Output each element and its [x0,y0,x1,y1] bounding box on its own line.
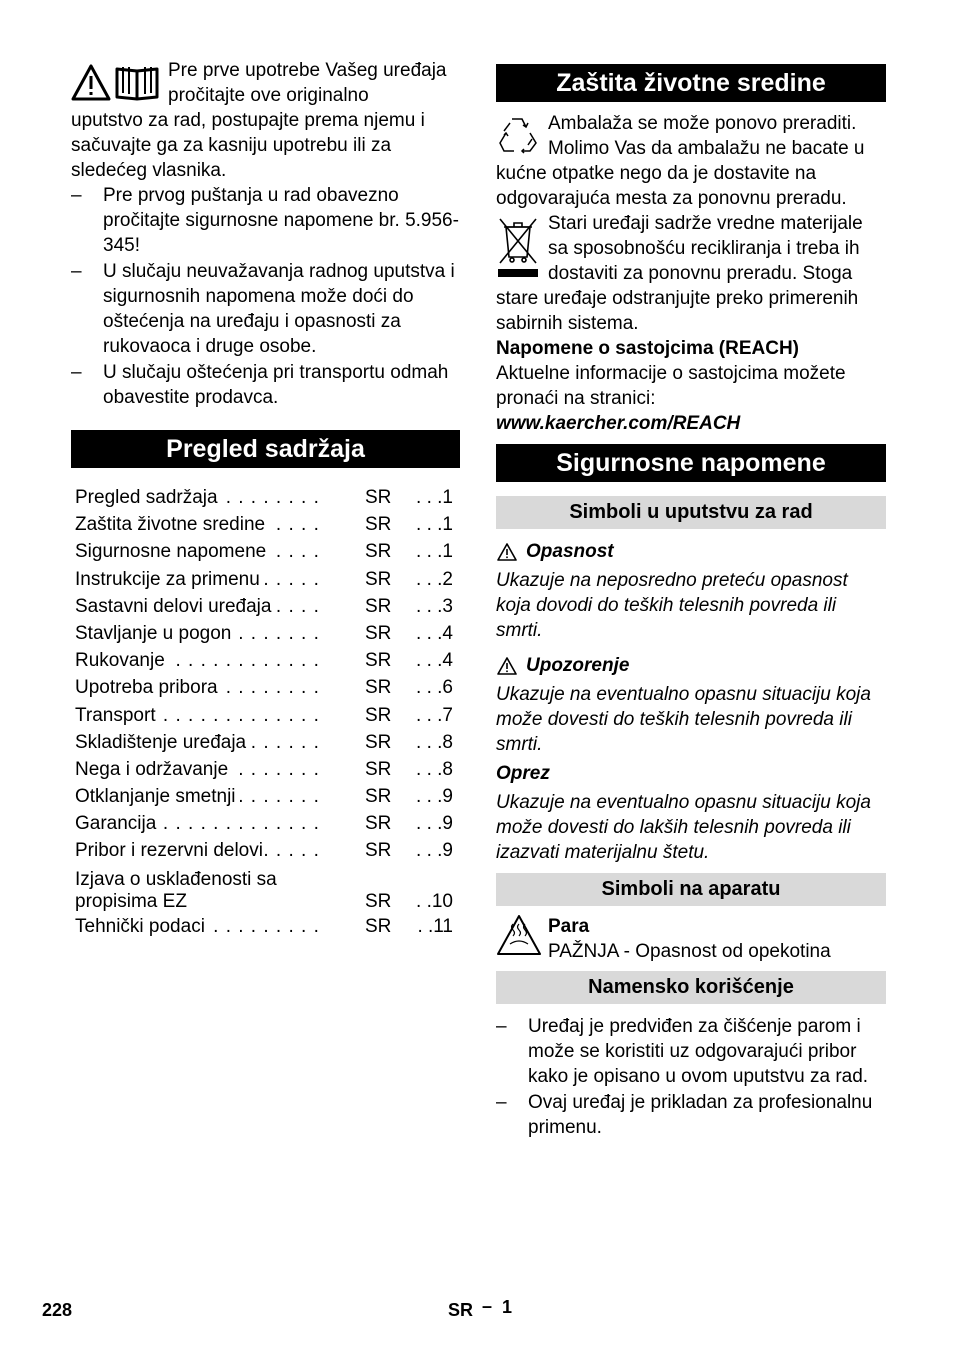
intended-use-heading: Namensko korišćenje [496,971,886,1004]
list-item: – Ovaj uređaj je prikladan za profesionalnu primenu. [496,1092,873,1138]
toc-entry[interactable] [71,913,460,940]
reach-text: Aktuelne informacije o sastojcima možete pronaći na stranici: [496,363,846,409]
intended-use-bullets [496,1014,886,1140]
toc-heading: Pregled sadržaja [71,430,460,468]
danger-text: Ukazuje na neposredno preteću opasnost koja dovodi do teških telesnih povreda ili smrti. [496,570,848,641]
dash: – [71,185,82,206]
weee-text-rest: stare uređaje odstranjujte preko primerenih sabirnih sistema. [496,288,859,334]
reach-title: Napomene o sastojcima (REACH) [496,338,800,359]
toc-entry-lang: SR [365,650,392,672]
toc-entry-title: Izjava o usklađenosti sa propisima EZ [75,868,277,912]
toc-entry-page: . . .3 [416,595,453,617]
warning-icon [496,542,518,562]
list-item: – U slučaju neuvažavanja radnog uputstva i sigurnosnih napomena može doći do oštećenja na uređaju i opasnosti za rukovaoca i druge osobe. [71,261,455,357]
danger-label-row [496,539,886,564]
toc-entry-title: Upotreba pribora . . . [75,674,325,701]
steam-label: Para [548,916,590,937]
intro-text-first: Pre prve upotrebe Vašeg uređaja pročitajte ove originalno [168,60,447,106]
symbols-device-heading: Simboli na aparatu [496,873,886,906]
toc-entry[interactable] [71,729,460,756]
intro-icons [71,63,161,103]
dash: – [496,1092,507,1113]
toc-entry[interactable] [71,674,460,701]
toc-entry-lang: SR [365,568,392,590]
warning-triangle-icon [73,66,109,99]
list-item: – U slučaju oštećenja pri transportu odmah obavestite prodavca. [71,362,449,408]
recycle-text-rest: kućne otpatke nego da je dostavite na odgovarajuća mesta za ponovnu preradu. [496,163,847,209]
toc-entry[interactable] [71,484,460,511]
toc-entry-title: Otklanjanje smetnji . . . [75,783,325,810]
caution-text: Ukazuje na eventualno opasnu situaciju koja može dovesti do lakših telesnih povreda ili izazvati materijalnu štetu. [496,792,871,863]
toc-entry-page: . .11 [417,915,453,937]
dash: – [71,362,82,383]
toc-entry-title: Tehnički podaci . . . [75,913,325,940]
toc-entry[interactable] [71,865,460,913]
toc-entry-lang: SR [365,704,392,726]
intro-block [71,58,460,410]
weee-block [496,211,886,336]
warning-icon [496,656,518,676]
footer-local-page: 1 [502,1297,513,1317]
recycle-icon [496,115,540,155]
toc-entry[interactable] [71,783,460,810]
toc-entry[interactable] [71,647,460,674]
toc-entry-title: Nega i održavanje . . . [75,756,325,783]
toc-entry-title: Sigurnosne napomene . . . [75,538,325,565]
dash: – [71,261,82,282]
environment-heading: Zaštita životne sredine [496,64,886,102]
toc-entry[interactable] [71,538,460,565]
danger-label: Opasnost [526,541,614,562]
recycle-text-first: Ambalaža se može ponovo preraditi. Molimo Vas da ambalažu ne bacate u [548,113,865,159]
list-item: – Pre prvog puštanja u rad obavezno pročitajte sigurnosne napomene br. 5.956-345! [71,185,459,256]
intro-bullets [71,183,460,410]
toc-entry-page: . . .1 [416,541,453,563]
toc-entry-title: Sastavni delovi uređaja . . . [75,593,325,620]
steam-text: PAŽNJA - Opasnost od opekotina [548,941,831,962]
toc-entry[interactable] [71,702,460,729]
toc-entry-title: Instrukcije za primenu . . . [75,566,325,593]
hot-steam-warning-icon [496,914,542,956]
toc-entry-page: . . .4 [416,622,453,644]
footer-language: SR [448,1300,474,1320]
dash: – [496,1016,507,1037]
toc-entry-lang: SR [365,840,392,862]
toc-entry[interactable] [71,810,460,837]
toc-entry-title: Rukovanje . . . [75,647,325,674]
toc-entry-page: . . .2 [416,568,453,590]
toc-entry-page: . .10 [416,890,453,912]
toc-entry[interactable] [71,566,460,593]
toc-entry-lang: SR [365,514,392,536]
toc-entry[interactable] [71,620,460,647]
intro-text-rest: uputstvo za rad, postupajte prema njemu i sačuvajte ga za kasniju upotrebu ili za sledećeg vlasnika. [71,110,425,181]
toc-entry-title: Pribor i rezervni delovi . . . [75,837,325,864]
warning-label: Upozorenje [526,655,630,676]
toc-entry-page: . . .1 [416,487,453,508]
toc-entry[interactable] [71,756,460,783]
toc-entry-lang: SR [365,541,392,563]
toc-entry-page: . . .7 [416,704,453,726]
toc-entry-title: Pregled sadržaja . . . [75,484,325,511]
toc-entry[interactable] [71,511,460,538]
toc-entry-lang: SR [365,915,392,937]
manual-book-icon [117,67,157,99]
toc-entry-title: Transport . . . [75,702,325,729]
reach-link[interactable]: www.kaercher.com/REACH [496,413,741,434]
toc-entry-title: Skladištenje uređaja . . . [75,729,325,756]
toc-entry-page: . . .9 [416,840,453,862]
toc-entry-title: Stavljanje u pogon . . . [75,620,325,647]
steam-block [496,914,886,964]
crossed-bin-icon [496,215,540,285]
toc-entry-page: . . .9 [416,813,453,835]
toc-entry[interactable] [71,837,460,864]
warning-label-row [496,653,886,678]
warning-text: Ukazuje na eventualno opasnu situaciju koja može dovesti do teških telesnih povreda ili smrti. [496,684,871,755]
toc-entry-lang: SR [365,677,392,699]
list-item: – Uređaj je predviđen za čišćenje parom i može se koristiti uz odgovarajući pribor kako je opisano u ovom uputstvu za rad. [496,1016,869,1087]
toc-entry-title: Zaštita životne sredine . . . [75,511,325,538]
symbols-manual-heading: Simboli u uputstvu za rad [496,496,886,529]
toc-entry[interactable] [71,593,460,620]
toc-entry-lang: SR [365,595,392,617]
page-number: 228 [42,1300,73,1320]
caution-label: Oprez [496,763,550,784]
recycle-block [496,111,886,211]
right-column [496,64,886,1141]
left-column [71,58,460,940]
weee-text-first: Stari uređaji sadrže vredne materijale sa sposobnošću recikliranja i treba ih dostaviti za ponovnu preradu. Stoga [548,213,863,284]
toc-entry-page: . . .8 [416,731,453,753]
table-of-contents [71,484,460,940]
toc-entry-title: Garancija . . . [75,810,325,837]
toc-entry-lang: SR [365,786,392,808]
toc-entry-page: . . .4 [416,650,453,672]
toc-entry-lang: SR [365,890,392,912]
toc-entry-page: . . .6 [416,677,453,699]
toc-entry-lang: SR [365,487,392,508]
toc-entry-lang: SR [365,622,392,644]
toc-entry-page: . . .1 [416,514,453,536]
toc-entry-lang: SR [365,813,392,835]
toc-entry-lang: SR [365,731,392,753]
toc-entry-page: . . .8 [416,758,453,780]
safety-heading: Sigurnosne napomene [496,444,886,482]
toc-entry-lang: SR [365,758,392,780]
toc-entry-page: . . .9 [416,786,453,808]
footer-dash: – [482,1296,493,1316]
